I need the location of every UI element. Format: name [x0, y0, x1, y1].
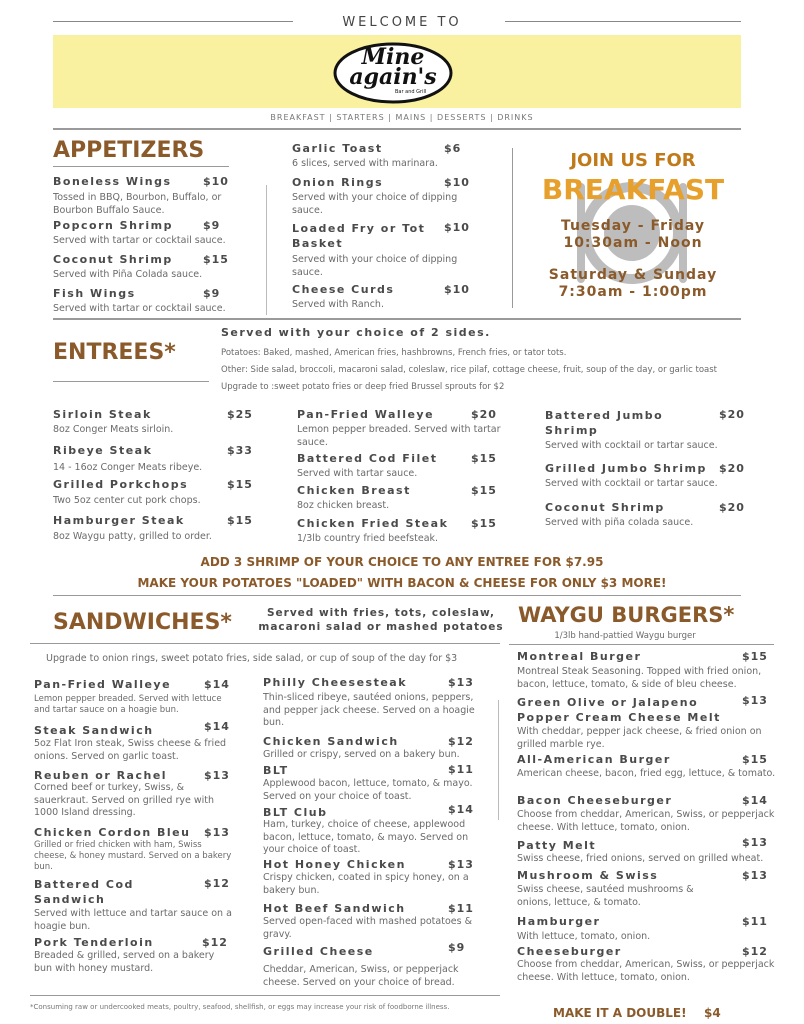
item-price: $13 [448, 858, 474, 871]
item-desc: Served with your choice of dipping sauce. [292, 192, 458, 216]
item-desc: 14 - 16oz Conger Meats ribeye. [53, 462, 203, 473]
item-name: Cheeseburger [517, 945, 622, 958]
item-desc: Ham, turkey, choice of cheese, applewood bacon, lettuce, tomato, & mayo. Served on your choice of toast. [263, 819, 469, 855]
item-desc: Served with tartar sauce. [297, 468, 418, 479]
potatoes-callout: MAKE YOUR POTATOES "LOADED" WITH BACON & CHEESE FOR ONLY $3 MORE! [137, 576, 667, 590]
item-desc: Served with piña colada sauce. [545, 517, 694, 528]
menu-item [53, 478, 258, 508]
item-price: $13 [742, 869, 768, 882]
menu-item [545, 501, 745, 530]
logo [333, 42, 453, 104]
appetizers-title: APPETIZERS [53, 138, 205, 163]
logo-line2: again's [349, 64, 437, 90]
item-desc: Tossed in BBQ, Bourbon, Buffalo, or Bourbon Buffalo Sauce. [53, 192, 222, 216]
item-name: Grilled Porkchops [53, 478, 189, 491]
item-desc: Two 5oz center cut pork chops. [53, 495, 201, 506]
entrees-potatoes: Potatoes: Baked, mashed, American fries, hashbrowns, French fries, or tator tots. [221, 348, 567, 358]
menu-item [263, 735, 478, 762]
item-price: $12 [204, 877, 230, 890]
logo-sub: Bar and Grill [395, 89, 427, 95]
item-desc: Served with cocktail or tartar sauce. [545, 478, 718, 489]
item-name: Green Olive or Jalapeno Popper Cream Cheese Melt [517, 696, 721, 724]
menu-item [517, 753, 779, 781]
item-price: $9 [448, 941, 466, 954]
item-desc: 8oz chicken breast. [297, 500, 390, 511]
item-desc: Breaded & grilled, served on a bakery bun with honey mustard. [34, 950, 215, 974]
item-desc: American cheese, bacon, fried egg, lettuce, & tomato. [517, 768, 776, 779]
item-desc: Thin-sliced ribeye, sautéed onions, peppers, and pepper jack cheese. Served on a hoagie bun. [263, 692, 475, 728]
breakfast-line1: JOIN US FOR [570, 150, 696, 171]
shrimp-callout: ADD 3 SHRIMP OF YOUR CHOICE TO ANY ENTREE FOR $7.95 [200, 555, 604, 569]
sandwiches-upgrade: Upgrade to onion rings, sweet potato fries, side salad, or cup of soup of the day for $3 [46, 653, 458, 664]
item-name: Pan-Fried Walleye [34, 678, 172, 691]
item-name: Montreal Burger [517, 650, 642, 663]
item-price: $20 [471, 408, 497, 421]
logo-line1: Mine [361, 44, 425, 70]
menu-item [545, 408, 745, 453]
item-price: $15 [227, 514, 253, 527]
double-price: $4 [704, 1006, 721, 1020]
entrees-title: ENTREES* [53, 340, 176, 365]
item-price: $20 [719, 501, 745, 514]
item-desc: 8oz Waygu patty, grilled to order. [53, 531, 212, 542]
item-price: $15 [742, 753, 768, 766]
item-desc: Served open-faced with mashed potatoes & gravy. [263, 916, 472, 940]
sandwiches-served-line2: macaroni salad or mashed potatoes [258, 621, 504, 633]
breakfast-days1: Tuesday - Friday [560, 218, 706, 234]
item-name: Chicken Cordon Bleu [34, 826, 191, 839]
item-desc: Choose from cheddar, American, Swiss, or pepperjack cheese. With lettuce, tomato, onion. [517, 809, 775, 833]
menu-item [292, 283, 472, 312]
disclaimer: *Consuming raw or undercooked meats, poultry, seafood, shellfish, or eggs may increase your risk of foodborne illness. [30, 1003, 450, 1011]
menu-item [292, 176, 472, 217]
item-price: $14 [742, 794, 768, 807]
item-desc: 6 slices, served with marinara. [292, 158, 438, 169]
item-price: $10 [444, 176, 470, 189]
item-name: Popcorn Shrimp [53, 219, 173, 232]
breakfast-line2: BREAKFAST [541, 173, 725, 206]
item-price: $20 [719, 462, 745, 475]
item-name: Pork Tenderloin [34, 936, 154, 949]
item-desc: Corned beef or turkey, Swiss, & sauerkraut. Served on grilled rye with 1000 Island dressing. [34, 782, 215, 818]
entrees-rule [53, 381, 209, 382]
menu-item [53, 287, 233, 316]
menu-item [292, 142, 472, 171]
item-desc: Grilled or crispy, served on a bakery bun. [263, 749, 460, 760]
menu-item [292, 221, 472, 279]
menu-item [517, 945, 779, 984]
item-desc: With lettuce, tomato, onion. [517, 931, 651, 942]
menu-item [53, 514, 258, 544]
menu-item [34, 769, 234, 820]
item-price: $10 [203, 175, 229, 188]
appetizers-rule [53, 166, 229, 167]
item-desc: With cheddar, pepper jack cheese, & fried onion on grilled marble rye. [517, 726, 762, 750]
item-desc: Swiss cheese, fried onions, served on grilled wheat. [517, 853, 764, 864]
item-name: Ribeye Steak [53, 444, 153, 457]
menu-item [297, 517, 517, 546]
item-name: Pan-Fried Walleye [297, 408, 435, 421]
item-name: Cheese Curds [292, 283, 395, 296]
burgers-vrule [498, 700, 499, 820]
item-name: Patty Melt [517, 839, 597, 852]
item-desc: Served with tartar or cocktail sauce. [53, 303, 226, 314]
item-name: Boneless Wings [53, 175, 172, 188]
burgers-subtitle: 1/3lb hand-pattied Waygu burger [554, 631, 696, 641]
item-price: $20 [719, 408, 745, 421]
item-name: Battered Cod Sandwich [34, 878, 134, 906]
menu-item [53, 408, 258, 437]
menu-item [297, 408, 517, 449]
sandwiches-title: SANDWICHES* [53, 610, 232, 635]
item-price: $14 [448, 803, 474, 816]
item-price: $15 [742, 650, 768, 663]
menu-item [34, 720, 234, 763]
item-name: Fish Wings [53, 287, 136, 300]
menu-item [517, 650, 779, 691]
menu-item [34, 877, 234, 933]
item-desc: Crispy chicken, coated in spicy honey, on a bakery bun. [263, 872, 469, 896]
item-price: $12 [742, 945, 768, 958]
item-price: $15 [471, 517, 497, 530]
item-desc: 1/3lb country fried beefsteak. [297, 533, 439, 544]
item-name: Onion Rings [292, 176, 384, 189]
item-price: $11 [742, 915, 768, 928]
double-label: MAKE IT A DOUBLE! [553, 1006, 687, 1020]
item-price: $14 [204, 678, 230, 691]
burgers-title: WAYGU BURGERS* [518, 603, 735, 627]
item-desc: Lemon pepper breaded. Served with lettuce and tartar sauce on a hoagie bun. [34, 694, 222, 715]
item-name: Chicken Sandwich [263, 735, 399, 748]
sandwiches-bottom-rule [30, 995, 500, 996]
item-desc: Served with cocktail or tartar sauce. [545, 440, 718, 451]
menu-item [517, 695, 779, 751]
item-desc: Applewood bacon, lettuce, tomato, & mayo. Served on your choice of toast. [263, 778, 473, 802]
menu-item [53, 219, 233, 248]
item-desc: Choose from cheddar, American, Swiss, or pepperjack cheese. With lettuce, tomato, onion. [517, 959, 775, 983]
breakfast-promo [525, 150, 741, 305]
item-name: Garlic Toast [292, 142, 383, 155]
item-name: Steak Sandwich [34, 724, 154, 737]
item-name: Chicken Fried Steak [297, 517, 449, 530]
item-name: Sirloin Steak [53, 408, 152, 421]
item-name: Coconut Shrimp [53, 253, 173, 266]
item-name: BLT Club [263, 806, 328, 819]
item-desc: Cheddar, American, Swiss, or pepperjack cheese. Served on your choice of bread. [263, 964, 459, 988]
item-price: $9 [203, 219, 221, 232]
item-name: Grilled Jumbo Shrimp [545, 462, 707, 475]
menu-item [53, 175, 233, 217]
entrees-other: Other: Side salad, broccoli, macaroni salad, coleslaw, rice pilaf, cottage cheese, fruit, soup of the day, or garlic toast [221, 365, 717, 375]
item-price: $11 [448, 763, 474, 776]
item-name: Battered Jumbo Shrimp [545, 409, 664, 437]
item-name: Hamburger Steak [53, 514, 185, 527]
menu-item [34, 826, 234, 873]
divider-entrees [53, 318, 741, 320]
item-name: Mushroom & Swiss [517, 869, 659, 882]
menu-item [297, 452, 517, 481]
item-desc: Served with tartar or cocktail sauce. [53, 235, 226, 246]
item-desc: Served with Piña Colada sauce. [53, 269, 203, 280]
menu-item [517, 869, 779, 909]
item-name: Hamburger [517, 915, 601, 928]
item-price: $13 [204, 826, 230, 839]
item-price: $14 [204, 720, 230, 733]
menu-item [263, 902, 478, 941]
burgers-rule [509, 644, 774, 645]
item-name: Loaded Fry or Tot Basket [292, 222, 426, 250]
item-price: $13 [448, 676, 474, 689]
item-price: $12 [202, 936, 228, 949]
breakfast-hours1: 10:30am - Noon [563, 235, 703, 251]
menu-item [545, 462, 745, 491]
item-price: $11 [448, 902, 474, 915]
item-name: Battered Cod Filet [297, 452, 438, 465]
item-price: $25 [227, 408, 253, 421]
menu-item [263, 941, 478, 989]
item-price: $33 [227, 444, 253, 457]
item-price: $15 [471, 452, 497, 465]
item-name: Coconut Shrimp [545, 501, 665, 514]
item-desc: Swiss cheese, sautéed mushrooms & onions, lettuce, & tomato. [517, 884, 694, 908]
item-price: $15 [471, 484, 497, 497]
menu-item [517, 915, 779, 944]
menu-item [263, 858, 478, 897]
item-price: $10 [444, 283, 470, 296]
item-name: Reuben or Rachel [34, 769, 168, 782]
menu-item [53, 444, 258, 475]
item-name: All-American Burger [517, 753, 671, 766]
breakfast-vrule [512, 148, 513, 308]
item-name: Hot Honey Chicken [263, 858, 406, 871]
item-price: $13 [742, 694, 768, 707]
menu-item [297, 484, 517, 513]
sandwiches-served-line1: Served with fries, tots, coleslaw, [266, 607, 496, 619]
item-desc: Served with lettuce and tartar sauce on a hoagie bun. [34, 908, 232, 932]
breakfast-days2: Saturday & Sunday [548, 267, 718, 283]
item-name: Bacon Cheeseburger [517, 794, 673, 807]
entrees-upgrade: Upgrade to :sweet potato fries or deep fried Brussel sprouts for $2 [221, 382, 505, 392]
item-desc: Montreal Steak Seasoning. Topped with fried onion, bacon, lettuce, tomato, & side of bleu cheese. [517, 666, 762, 690]
sandwiches-rule [30, 643, 500, 644]
item-desc: Served with Ranch. [292, 299, 384, 310]
item-desc: Lemon pepper breaded. Served with tartar sauce. [297, 424, 501, 448]
item-name: Chicken Breast [297, 484, 411, 497]
menu-item [263, 676, 478, 730]
item-name: BLT [263, 764, 289, 777]
entrees-sides-heading: Served with your choice of 2 sides. [221, 326, 491, 339]
item-desc: Grilled or fried chicken with ham, Swiss cheese, & honey mustard. Served on a bakery bun. [34, 840, 232, 872]
breakfast-hours2: 7:30am - 1:00pm [558, 284, 708, 300]
menu-item [34, 936, 234, 975]
item-price: $15 [203, 253, 229, 266]
menu-item [517, 836, 779, 866]
welcome-text: WELCOME TO [342, 15, 462, 30]
menu-item [517, 794, 779, 834]
item-desc: Served with your choice of dipping sauce. [292, 254, 458, 278]
item-name: Grilled Cheese [263, 945, 374, 958]
item-price: $12 [448, 735, 474, 748]
item-name: Hot Beef Sandwich [263, 902, 406, 915]
item-price: $9 [203, 287, 221, 300]
item-price: $10 [444, 221, 470, 234]
item-price: $13 [742, 836, 768, 849]
item-price: $15 [227, 478, 253, 491]
item-desc: 5oz Flat Iron steak, Swiss cheese & fried onions. Served on garlic toast. [34, 738, 227, 762]
appetizers-vrule [266, 185, 267, 315]
item-price: $13 [204, 769, 230, 782]
menu-item [263, 803, 478, 857]
menu-item [263, 764, 478, 803]
menu-item [53, 253, 233, 282]
menu-item [34, 678, 234, 716]
section-nav: BREAKFAST | STARTERS | MAINS | DESSERTS | DRINKS [270, 113, 534, 122]
item-desc: 8oz Conger Meats sirloin. [53, 424, 174, 435]
divider-sandwiches [53, 595, 741, 596]
item-name: Philly Cheesesteak [263, 676, 408, 689]
item-price: $6 [444, 142, 462, 155]
divider-top [53, 128, 741, 130]
